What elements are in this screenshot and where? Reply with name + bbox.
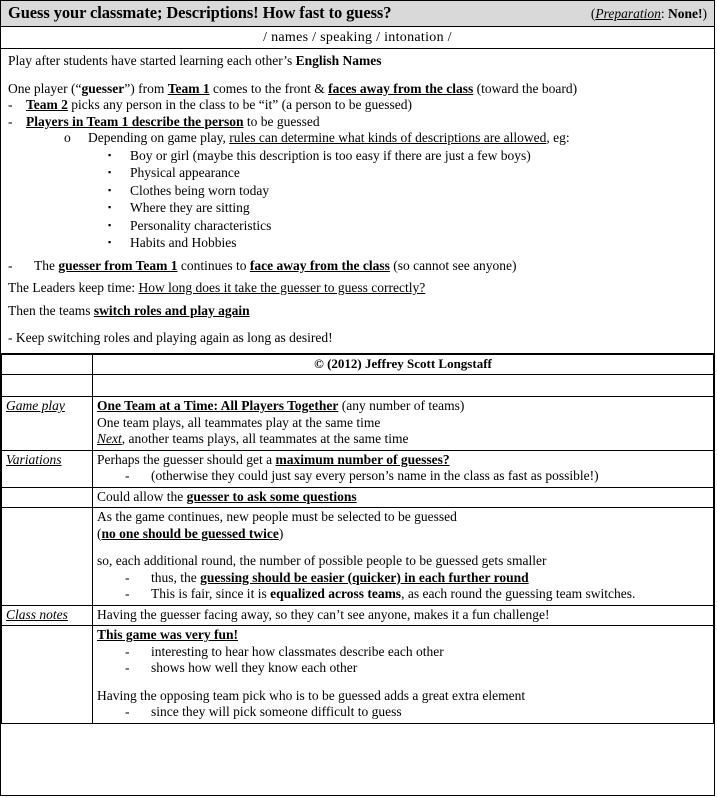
variation-3-sub-1 <box>97 570 709 587</box>
variation-1-sub-text: (otherwise they could just say every person’s name in the class as fast as possible!) <box>151 468 599 483</box>
spacer <box>8 319 707 330</box>
prep-label: Preparation <box>595 6 661 21</box>
gameplay-line-1 <box>97 398 709 415</box>
variation-2-a: Could allow the <box>97 488 187 504</box>
empty-label-cell <box>2 626 93 724</box>
guesser-team1-emph: guesser from Team 1 <box>58 257 178 273</box>
setup-a: One player (“ <box>8 80 82 96</box>
spacer <box>8 347 707 353</box>
notes-table <box>1 354 714 724</box>
team1-emph: Team 1 <box>167 80 210 96</box>
setup-g: (toward the board) <box>473 80 578 96</box>
gameplay-line-2: One team plays, all teammates play at the same time <box>97 414 381 430</box>
faces-away-emph: faces away from the class <box>328 80 474 96</box>
list-item <box>8 234 707 252</box>
switch-roles-line <box>8 303 707 320</box>
variations-body-cell <box>93 450 714 487</box>
empty-body-cell <box>93 375 714 397</box>
classnotes-sub-1-text: interesting to hear how classmates describe each other <box>151 643 444 659</box>
list-item <box>8 217 707 235</box>
setup-line <box>8 81 707 98</box>
variation-3-sub-2 <box>97 586 709 603</box>
ask-questions-emph: guesser to ask some questions <box>186 488 357 504</box>
english-names-emph: English Names <box>295 53 382 68</box>
gameplay-label-cell <box>2 397 93 451</box>
intro-line <box>8 53 707 70</box>
copyright-text: © (2012) Jeffrey Scott Longstaff <box>314 355 492 371</box>
title-bar <box>1 1 714 27</box>
variation-2-cell <box>93 487 714 508</box>
instructions-body <box>1 49 714 354</box>
dash-bullet-icon: - <box>8 97 13 112</box>
variation-2-line <box>97 489 709 506</box>
prep-open-paren: ( <box>590 6 596 21</box>
classnotes-sub-2 <box>97 660 709 677</box>
spacer <box>97 677 709 688</box>
timing-question: How long does it take the guesser to guess correctly? <box>138 280 426 295</box>
leaders-a: The Leaders keep time: <box>8 280 139 295</box>
dash-bullet-icon: - <box>8 257 13 273</box>
next-emph: Next <box>97 431 122 446</box>
description-option: Personality characteristics <box>130 217 272 233</box>
variation-3-cell <box>93 508 714 606</box>
variation-3-line-3: so, each additional round, the number of possible people to be guessed gets smaller <box>97 553 547 568</box>
dash-bullet-icon: - <box>125 643 130 659</box>
classnotes-sub-3 <box>97 704 709 721</box>
dash-bullet-icon: - <box>8 113 13 129</box>
spacer <box>97 542 709 553</box>
square-bullet-icon: ▪ <box>108 219 112 230</box>
classnotes-2-cell <box>93 626 714 724</box>
table-row <box>2 375 714 397</box>
list-item <box>8 199 707 217</box>
description-option: Boy or girl (maybe this description is too easy if there are just a few boys) <box>130 147 531 163</box>
intro-text: Play after students have started learning each other’s <box>8 53 296 68</box>
copyright-cell <box>93 354 714 375</box>
leaders-time-line <box>8 280 707 297</box>
describe-emph: Players in Team 1 describe the person <box>26 113 244 129</box>
dash-bullet-icon: - <box>125 569 130 585</box>
team2-text: picks any person in the class to be “it” (a person to be guessed) <box>67 97 413 112</box>
v3-sub2-c: , as each round the guessing team switches. <box>401 586 636 601</box>
v3-close-paren: ) <box>278 525 284 541</box>
max-guesses-emph: maximum number of guesses? <box>275 451 450 467</box>
table-row-classnotes <box>2 605 714 626</box>
variation-3-line-2 <box>97 526 709 543</box>
dash-bullet-icon: - <box>125 586 130 601</box>
category-tags: / names / speaking / intonation / <box>1 27 714 49</box>
gameplay-body-cell <box>93 397 714 451</box>
classnotes-body-cell <box>93 605 714 626</box>
classnotes-label: Class notes <box>6 606 68 622</box>
classnotes-sub-2-text: shows how well they know each other <box>151 660 358 675</box>
team2-emph: Team 2 <box>26 97 68 112</box>
description-option: Where they are sitting <box>130 200 250 215</box>
switch-emph: switch roles and play again <box>93 302 250 318</box>
classnotes-line-1: Having the guesser facing away, so they can’t see anyone, makes it a fun challenge! <box>97 606 550 622</box>
classnotes-sub-3-text: since they will pick someone difficult to guess <box>151 704 402 719</box>
rules-emph: rules can determine what kinds of descriptions are allowed <box>229 130 547 145</box>
empty-label-cell <box>2 354 93 375</box>
face-away-emph: face away from the class <box>249 257 390 273</box>
equalized-emph: equalized across teams <box>270 586 402 601</box>
classnotes-label-cell <box>2 605 93 626</box>
variation-1-line <box>97 452 709 469</box>
list-item <box>8 147 707 165</box>
gameplay-label: Game play <box>6 398 65 413</box>
dash-bullet-icon: - <box>125 704 130 719</box>
table-row-variation-newpeople <box>2 508 714 606</box>
gameplay-line-3 <box>97 431 709 448</box>
page-title: Guess your classmate; Descriptions! How fast to guess? <box>8 3 392 22</box>
preparation-note <box>591 6 707 22</box>
easier-quicker-emph: guessing should be easier (quicker) in each further round <box>200 569 529 585</box>
gameplay-line3-rest: , another teams plays, all teammates at the same time <box>121 431 409 446</box>
continues-e: (so cannot see anyone) <box>389 257 517 273</box>
prep-close-paren: ) <box>702 6 707 21</box>
v3-open-paren: ( <box>97 525 102 541</box>
prep-value: None! <box>668 6 703 21</box>
empty-label-cell <box>2 375 93 397</box>
variations-label: Variations <box>6 451 62 467</box>
keep-switching-line: - Keep switching roles and playing again as long as desired! <box>8 330 333 345</box>
describe-text: to be guessed <box>243 113 320 129</box>
description-option: Physical appearance <box>130 165 240 180</box>
continues-c: continues to <box>177 257 250 273</box>
table-row-variations <box>2 450 714 487</box>
prep-colon: : <box>660 6 668 21</box>
variation-3-line-1: As the game continues, new people must be selected to be guessed <box>97 509 457 524</box>
description-option: Habits and Hobbies <box>130 235 237 250</box>
rules-a: Depending on game play, <box>88 130 230 145</box>
bullet-team2 <box>8 97 707 114</box>
table-row-variation-questions <box>2 487 714 508</box>
bullet-describe <box>8 114 707 131</box>
v3-sub2-a: This is fair, since it is <box>151 586 271 601</box>
square-bullet-icon: ▪ <box>108 149 112 160</box>
table-row-gameplay <box>2 397 714 451</box>
dash-bullet-icon: - <box>125 660 130 675</box>
classnotes-line-2: Having the opposing team pick who is to be guessed adds a great extra element <box>97 687 526 703</box>
continues-a: The <box>34 257 59 273</box>
variations-label-cell <box>2 450 93 487</box>
setup-c: ”) from <box>124 80 168 96</box>
empty-label-cell <box>2 487 93 508</box>
fun-title <box>97 627 709 644</box>
switch-a: Then the teams <box>8 302 94 318</box>
square-bullet-icon: ▪ <box>108 237 112 247</box>
gameplay-mode-rest: (any number of teams) <box>338 398 465 413</box>
circle-bullet-icon: o <box>64 130 71 145</box>
gameplay-mode-emph: One Team at a Time: All Players Together <box>97 398 339 413</box>
list-item <box>8 182 707 200</box>
square-bullet-icon: ▪ <box>108 167 112 177</box>
no-repeat-emph: no one should be guessed twice <box>101 525 279 541</box>
table-row <box>2 354 714 375</box>
classnotes-sub-1 <box>97 644 709 661</box>
bullet-continues <box>8 258 707 275</box>
square-bullet-icon: ▪ <box>108 202 112 212</box>
bullet-rules <box>8 130 707 147</box>
variation-1-a: Perhaps the guesser should get a <box>97 451 276 467</box>
rules-c: , eg: <box>546 130 570 145</box>
variation-1-sub <box>97 468 709 485</box>
setup-e: comes to the front & <box>209 80 329 96</box>
v3-sub1-a: thus, the <box>151 569 201 585</box>
spacer <box>8 70 707 81</box>
description-option: Clothes being worn today <box>130 182 270 198</box>
dash-bullet-icon: - <box>125 468 130 483</box>
fun-title-emph: This game was very fun! <box>97 627 238 642</box>
empty-label-cell <box>2 508 93 606</box>
square-bullet-icon: ▪ <box>108 184 112 195</box>
table-row-classnotes-2 <box>2 626 714 724</box>
list-item <box>8 164 707 182</box>
guesser-emph: guesser <box>81 80 125 96</box>
